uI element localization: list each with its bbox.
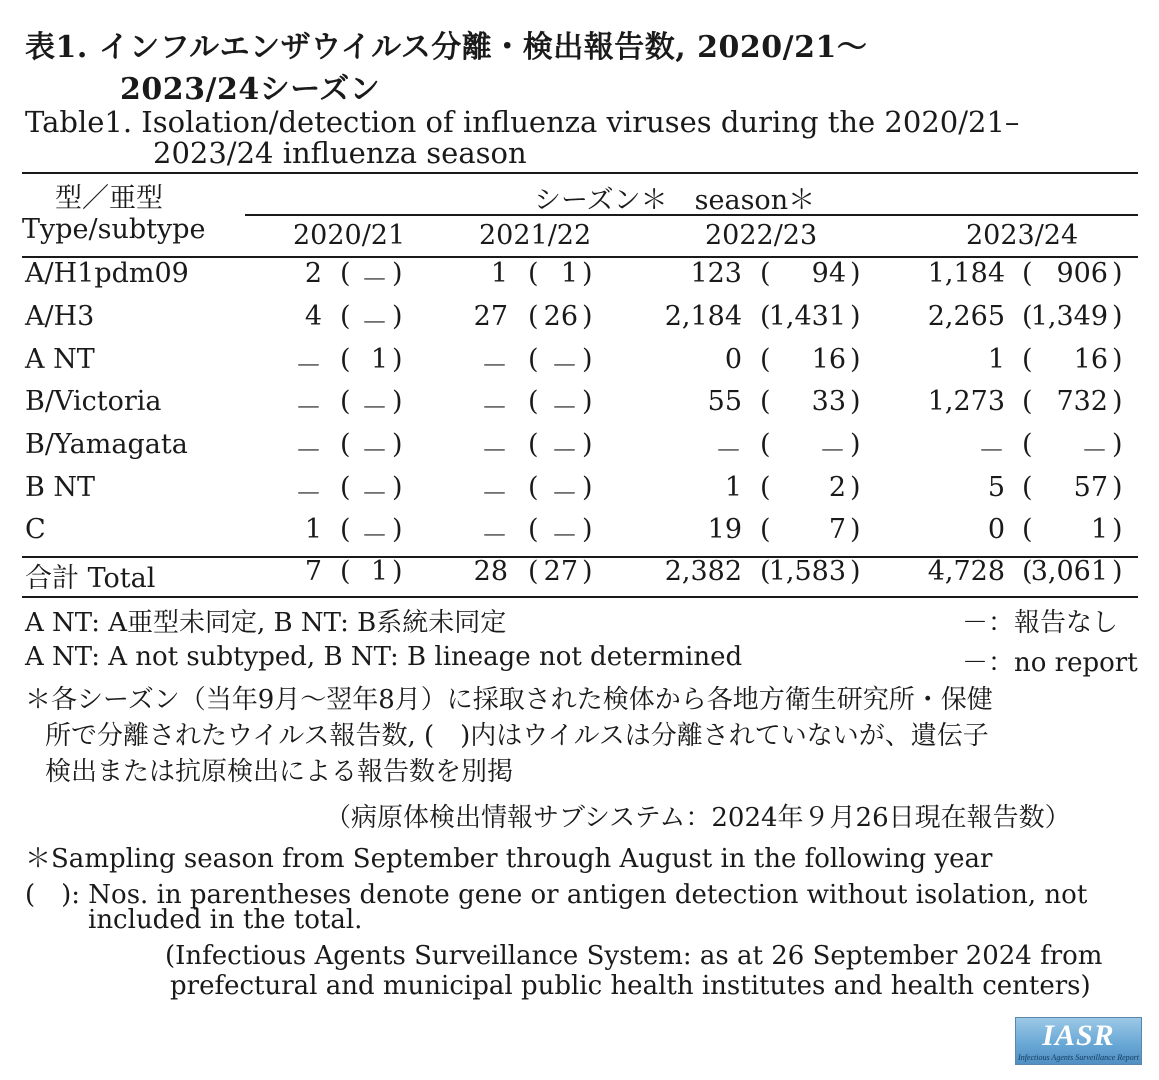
count-value: 1,184 [927, 258, 1005, 289]
count-value: － [295, 351, 322, 382]
detection-value: 1 [1090, 514, 1108, 545]
count-value: 27 [473, 301, 508, 332]
detection-value: － [361, 265, 388, 296]
paren-close: ) [1112, 472, 1123, 503]
paren-close: ) [1112, 386, 1123, 417]
season-col-header: 2023/24 [966, 220, 1079, 251]
paren-close: ) [1112, 344, 1123, 375]
detection-value: 1,583 [768, 556, 846, 587]
detection-value: － [1081, 436, 1108, 467]
note-season-jp-1: ＊各シーズン（当年9月～翌年8月）に採取された検体から各地方衛生研究所・保健 [25, 685, 993, 715]
iasr-logo-text: IASR [1042, 1019, 1115, 1052]
table-row [0, 301, 1159, 343]
detection-value: 57 [1073, 472, 1108, 503]
count-value: 1,273 [927, 386, 1005, 417]
paren-close: ) [850, 514, 861, 545]
paren-close: ) [1112, 429, 1123, 460]
detection-value: － [361, 521, 388, 552]
count-value: 55 [707, 386, 742, 417]
row-label: A/H1pdm09 [25, 258, 189, 289]
row-label: A NT [25, 344, 95, 375]
type-header-en: Type/subtype [22, 214, 206, 245]
detection-value: 26 [543, 301, 578, 332]
paren-open: ( [760, 556, 771, 587]
detection-value: 33 [811, 386, 846, 417]
title-en-line1: Table1. Isolation/detection of influenza viruses during the 2020/21– [25, 105, 1020, 139]
count-value: 2 [304, 258, 322, 289]
title-jp-line1: 表1. インフルエンザウイルス分離・検出報告数, 2020/21～ [25, 30, 868, 65]
count-value: 0 [987, 514, 1005, 545]
paren-close: ) [1112, 556, 1123, 587]
iasr-logo-subtext: Infectious Agents Surveillance Report [1018, 1053, 1139, 1062]
count-value: 19 [707, 514, 742, 545]
note-season-jp-3: 検出または抗原検出による報告数を別掲 [45, 757, 514, 787]
table-row [0, 386, 1159, 428]
paren-close: ) [582, 258, 593, 289]
count-value: － [481, 351, 508, 382]
table-row [0, 344, 1159, 386]
paren-close: ) [1112, 258, 1123, 289]
detection-value: 7 [828, 514, 846, 545]
paren-close: ) [850, 258, 861, 289]
table-row [0, 258, 1159, 300]
detection-value: 1,349 [1030, 301, 1108, 332]
row-label: C [25, 514, 46, 545]
paren-open: ( [760, 472, 771, 503]
paren-close: ) [392, 258, 403, 289]
paren-close: ) [392, 301, 403, 332]
count-value: － [481, 521, 508, 552]
paren-open: ( [760, 258, 771, 289]
count-value: 1 [304, 514, 322, 545]
detection-value: － [361, 479, 388, 510]
note-season-en: ＊Sampling season from September through August in the following year [25, 844, 993, 874]
paren-close: ) [392, 386, 403, 417]
table-row [0, 429, 1159, 471]
paren-open: ( [760, 386, 771, 417]
paren-open: ( [528, 556, 539, 587]
paren-open: ( [1022, 301, 1033, 332]
count-value: 1 [987, 344, 1005, 375]
detection-value: － [551, 393, 578, 424]
row-label: B/Victoria [25, 386, 162, 417]
paren-open: ( [528, 344, 539, 375]
paren-open: ( [528, 258, 539, 289]
row-label: A/H3 [25, 301, 95, 332]
title-en-line2: 2023/24 influenza season [153, 136, 527, 170]
note-season-jp-2: 所で分離されたウイルス報告数, ( )内はウイルスは分離されていないが、遺伝子 [45, 721, 989, 751]
paren-open: ( [528, 386, 539, 417]
paren-open: ( [1022, 472, 1033, 503]
count-value: 28 [473, 556, 508, 587]
count-value: 1 [490, 258, 508, 289]
paren-close: ) [582, 301, 593, 332]
count-value: 4 [304, 301, 322, 332]
paren-open: ( [1022, 429, 1033, 460]
note-no-report-en: －：no report [962, 648, 1138, 678]
season-col-header: 2020/21 [293, 220, 406, 251]
season-col-header: 2022/23 [705, 220, 818, 251]
count-value: 1 [724, 472, 742, 503]
paren-open: ( [760, 344, 771, 375]
detection-value: 16 [1073, 344, 1108, 375]
paren-close: ) [850, 301, 861, 332]
count-value: － [481, 436, 508, 467]
detection-value: 1 [370, 344, 388, 375]
paren-close: ) [392, 514, 403, 545]
note-paren-en-2: included in the total. [88, 905, 363, 935]
paren-open: ( [1022, 556, 1033, 587]
paren-open: ( [528, 514, 539, 545]
paren-open: ( [340, 344, 351, 375]
paren-close: ) [850, 344, 861, 375]
paren-close: ) [392, 429, 403, 460]
count-value: － [295, 479, 322, 510]
count-value: 2,265 [927, 301, 1005, 332]
paren-open: ( [340, 556, 351, 587]
detection-value: 1 [370, 556, 388, 587]
count-value: 0 [724, 344, 742, 375]
season-col-header: 2021/22 [479, 220, 592, 251]
total-label: 合計 Total [25, 563, 156, 594]
note-source-en-2: prefectural and municipal public health institutes and health centers) [170, 971, 1091, 1001]
count-value: 7 [304, 556, 322, 587]
paren-open: ( [760, 429, 771, 460]
paren-close: ) [850, 556, 861, 587]
paren-close: ) [850, 429, 861, 460]
count-value: － [295, 393, 322, 424]
table-total-row [0, 556, 1159, 598]
paren-open: ( [1022, 386, 1033, 417]
count-value: － [715, 436, 742, 467]
paren-open: ( [340, 429, 351, 460]
paren-open: ( [528, 301, 539, 332]
paren-close: ) [850, 472, 861, 503]
detection-value: 16 [811, 344, 846, 375]
table-row [0, 514, 1159, 556]
paren-open: ( [340, 301, 351, 332]
count-value: － [978, 436, 1005, 467]
paren-open: ( [528, 472, 539, 503]
note-source-jp: （病原体検出情報サブシステム：2024年９月26日現在報告数） [325, 803, 1071, 833]
detection-value: － [551, 479, 578, 510]
detection-value: 906 [1056, 258, 1108, 289]
paren-close: ) [582, 429, 593, 460]
detection-value: － [361, 393, 388, 424]
note-no-report-jp: －：報告なし [962, 608, 1119, 638]
paren-open: ( [340, 258, 351, 289]
count-value: 123 [690, 258, 742, 289]
paren-close: ) [582, 344, 593, 375]
count-value: 4,728 [927, 556, 1005, 587]
count-value: － [295, 436, 322, 467]
paren-open: ( [760, 514, 771, 545]
type-header-jp: 型／亜型 [55, 183, 163, 214]
paren-close: ) [850, 386, 861, 417]
detection-value: 1 [560, 258, 578, 289]
detection-value: － [819, 436, 846, 467]
paren-open: ( [1022, 258, 1033, 289]
title-jp-line2: 2023/24シーズン [120, 72, 381, 107]
detection-value: 94 [811, 258, 846, 289]
detection-value: － [551, 521, 578, 552]
paren-close: ) [1112, 514, 1123, 545]
count-value: 5 [987, 472, 1005, 503]
note-abbr-en: A NT: A not subtyped, B NT: B lineage not determined [25, 642, 743, 672]
paren-open: ( [528, 429, 539, 460]
detection-value: 27 [543, 556, 578, 587]
note-abbr-jp: A NT: A亜型未同定, B NT: B系統未同定 [25, 608, 507, 638]
row-label: B/Yamagata [25, 429, 188, 460]
paren-close: ) [392, 344, 403, 375]
note-source-en-1: (Infectious Agents Surveillance System: as at 26 September 2024 from [165, 941, 1103, 971]
paren-close: ) [582, 386, 593, 417]
paren-close: ) [582, 556, 593, 587]
paren-open: ( [340, 514, 351, 545]
paren-close: ) [582, 472, 593, 503]
paren-open: ( [1022, 514, 1033, 545]
detection-value: － [361, 308, 388, 339]
detection-value: 3,061 [1030, 556, 1108, 587]
paren-open: ( [340, 386, 351, 417]
paren-open: ( [340, 472, 351, 503]
paren-close: ) [392, 472, 403, 503]
note-paren-en-1: ( ): Nos. in parentheses denote gene or antigen detection without isolation, not [25, 880, 1088, 910]
detection-value: － [551, 436, 578, 467]
row-label: B NT [25, 472, 96, 503]
iasr-logo [1015, 1017, 1142, 1065]
paren-close: ) [582, 514, 593, 545]
detection-value: 1,431 [768, 301, 846, 332]
detection-value: 2 [828, 472, 846, 503]
count-value: － [481, 479, 508, 510]
paren-open: ( [760, 301, 771, 332]
season-header: シーズン＊ season＊ [534, 185, 816, 216]
count-value: 2,382 [664, 556, 742, 587]
detection-value: － [361, 436, 388, 467]
paren-close: ) [1112, 301, 1123, 332]
paren-open: ( [1022, 344, 1033, 375]
table-top-rule [22, 172, 1138, 174]
count-value: 2,184 [664, 301, 742, 332]
table-row [0, 472, 1159, 514]
count-value: － [481, 393, 508, 424]
detection-value: － [551, 351, 578, 382]
paren-close: ) [392, 556, 403, 587]
detection-value: 732 [1056, 386, 1108, 417]
